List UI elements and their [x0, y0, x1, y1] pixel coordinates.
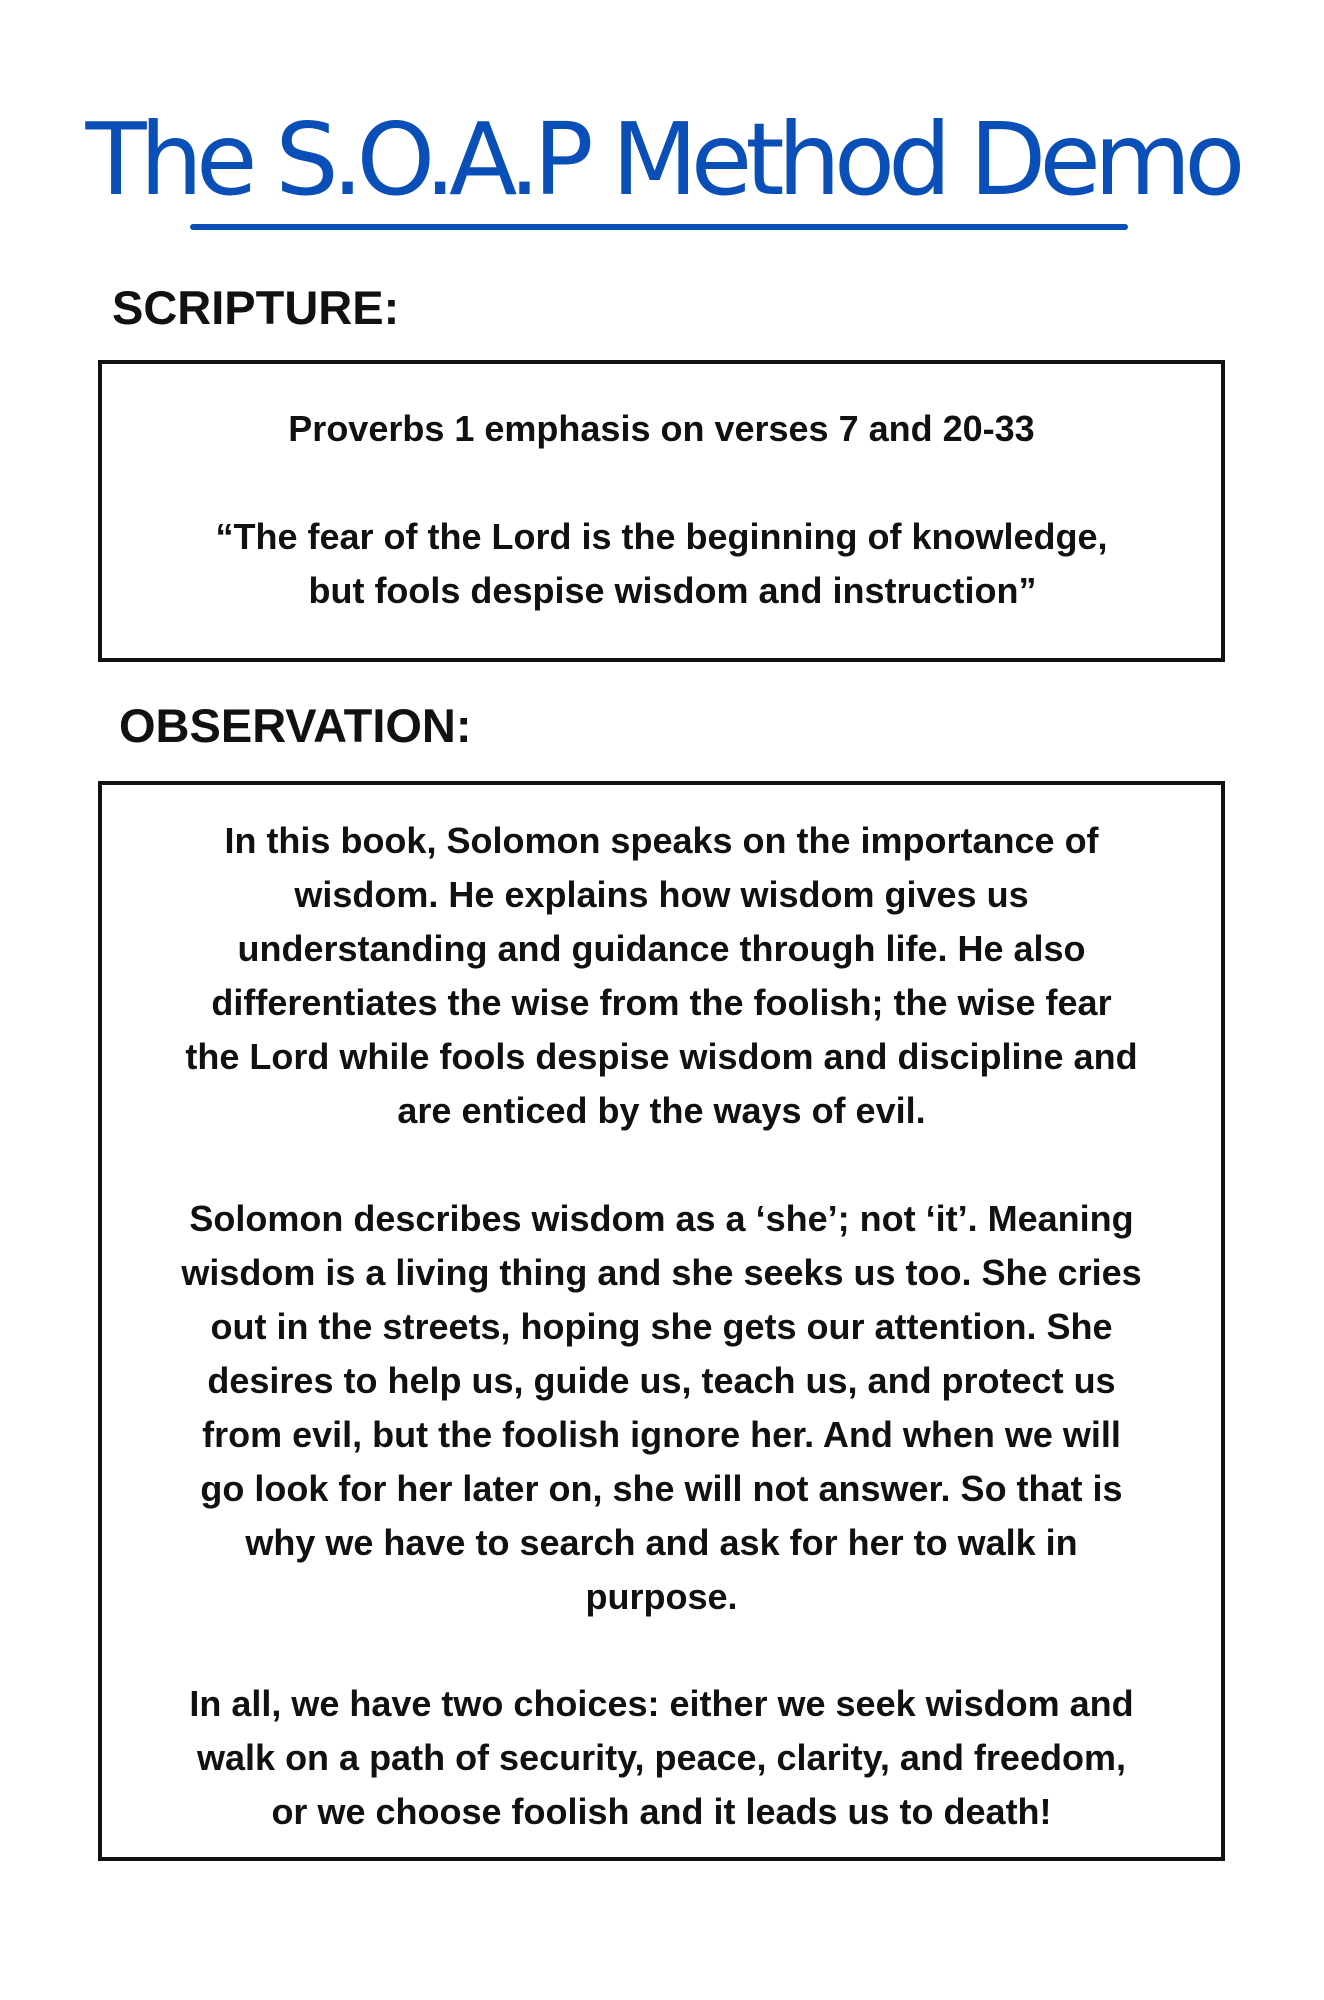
scripture-quote	[102, 510, 1221, 618]
observation-line: In all, we have two choices: either we seek wisdom and	[189, 1683, 1134, 1724]
observation-paragraph	[102, 1677, 1221, 1839]
observation-heading: OBSERVATION:	[119, 699, 472, 752]
observation-line: or we choose foolish and it leads us to death!	[271, 1791, 1052, 1832]
observation-line: go look for her later on, she will not answer. So that is	[200, 1468, 1123, 1509]
scripture-quote-line: “The fear of the Lord is the beginning of knowledge,	[215, 516, 1108, 557]
scripture-reference: Proverbs 1 emphasis on verses 7 and 20-33	[288, 408, 1035, 449]
observation-line: wisdom is a living thing and she seeks us too. She cries	[181, 1252, 1142, 1293]
observation-paragraph	[102, 814, 1221, 1138]
title-underline	[190, 224, 1128, 230]
observation-box	[98, 781, 1225, 1861]
observation-line: the Lord while fools despise wisdom and discipline and	[185, 1036, 1138, 1077]
scripture-heading: SCRIPTURE:	[112, 281, 400, 334]
scripture-box	[98, 360, 1225, 662]
observation-line: In this book, Solomon speaks on the importance of	[224, 820, 1099, 861]
observation-line: purpose.	[585, 1576, 738, 1617]
observation-line: walk on a path of security, peace, clarity, and freedom,	[197, 1737, 1126, 1778]
observation-line: from evil, but the foolish ignore her. And when we will	[202, 1414, 1121, 1455]
observation-paragraph	[102, 1192, 1221, 1624]
observation-line: are enticed by the ways of evil.	[397, 1090, 926, 1131]
observation-line: understanding and guidance through life. He also	[237, 928, 1086, 969]
observation-line: wisdom. He explains how wisdom gives us	[294, 874, 1029, 915]
observation-line: out in the streets, hoping she gets our attention. She	[210, 1306, 1113, 1347]
observation-line: desires to help us, guide us, teach us, and protect us	[207, 1360, 1116, 1401]
page-title: The S.O.A.P Method Demo	[85, 101, 1239, 218]
observation-line: differentiates the wise from the foolish; the wise fear	[211, 982, 1112, 1023]
scripture-quote-line: but fools despise wisdom and instruction”	[308, 570, 1037, 611]
observation-line: why we have to search and ask for her to walk in	[245, 1522, 1078, 1563]
observation-line: Solomon describes wisdom as a ‘she’; not ‘it’. Meaning	[189, 1198, 1134, 1239]
